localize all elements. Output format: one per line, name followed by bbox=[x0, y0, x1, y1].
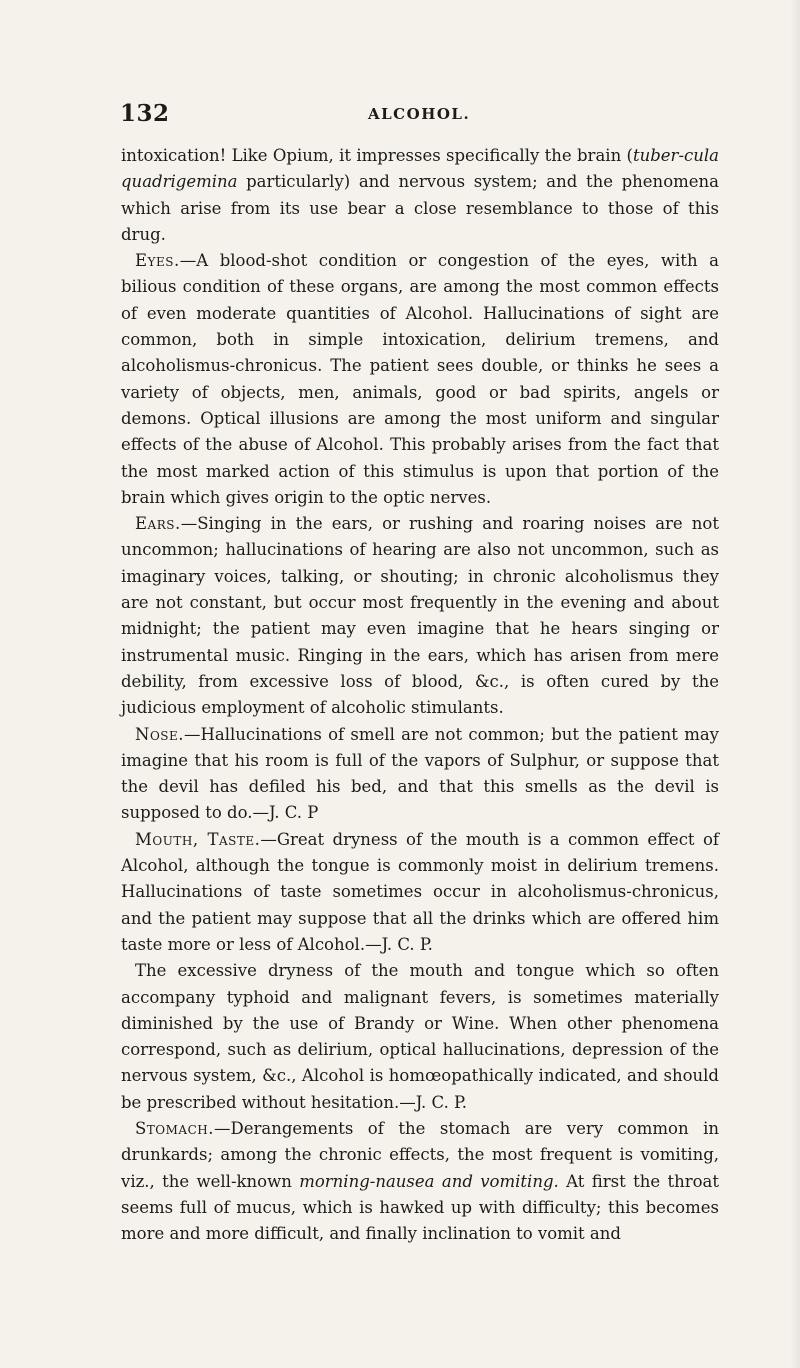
text-run: —Singing in the ears, or rushing and roaring noises are not uncommon; hallucinations of hearing are also not uncommon, such as imaginary voices, talking, or shouting; in chronic alcoholismus they are not constant, but occur most frequently in the evening and about midnight; the patient may even imagine that he hears singing or instrumental music. Ringing in the ears, which has arisen from mere debility, from excessive loss of blood, &c., is often cured by the judicious employment of alcoholic stimulants. bbox=[121, 514, 719, 718]
text-run: particularly) and nervous system; and the phenomena which arise from its use bear a close resemblance to those of this drug. bbox=[121, 172, 719, 244]
section-heading-nose: Nose. bbox=[135, 724, 185, 744]
page-header bbox=[120, 100, 720, 136]
paragraph-dryness bbox=[121, 958, 719, 1116]
italic-term: morning-nausea and vomiting. bbox=[299, 1171, 559, 1191]
page-edge-shadow bbox=[790, 0, 800, 1368]
running-head: ALCOHOL. bbox=[368, 105, 471, 123]
paragraph-ears bbox=[121, 511, 719, 721]
section-heading-ears: Ears. bbox=[135, 514, 181, 534]
paragraph-nose bbox=[121, 722, 719, 827]
section-heading-stomach: Stomach. bbox=[135, 1118, 214, 1138]
paragraph-stomach bbox=[121, 1116, 719, 1247]
paragraph-eyes bbox=[121, 248, 719, 511]
text-run: —Hallucinations of smell are not common; but the patient may imagine that his room is full of the vapors of Sulphur, or suppose that the devil has defiled his bed, and that this smells as the devil is supposed to do.—J. C. P bbox=[121, 724, 719, 823]
italic-term: tuber-cula quadrigemina bbox=[121, 146, 719, 192]
body-text bbox=[121, 143, 719, 1247]
paragraph-mouth-taste bbox=[121, 827, 719, 958]
paragraph-intro bbox=[121, 143, 719, 248]
text-run: —Derangements of the stomach are very common in drunkards; among the chronic effects, the most frequent is vomiting, viz., the well-known bbox=[121, 1118, 719, 1191]
text-run: intoxication! Like Opium, it impresses specifically the brain ( bbox=[121, 146, 633, 165]
section-heading-mouth-taste: Mouth, Taste. bbox=[135, 829, 261, 849]
text-run: —A blood-shot condition or congestion of the eyes, with a bilious condition of these organs, are among the most common effects of even moderate quantities of Alcohol. Hallucinations of sight are common, both in simple intoxication, delirium tremens, and alcoholismus-chronicus. The patient sees double, or thinks he sees a variety of objects, men, animals, good or bad spirits, angels or demons. Optical illusions are among the most uniform and singular effects of the abuse of Alcohol. This probably arises from the fact that the most marked action of this stimulus is upon that portion of the brain which gives origin to the optic nerves. bbox=[121, 251, 719, 507]
section-heading-eyes: Eyes. bbox=[135, 251, 180, 271]
text-run: The excessive dryness of the mouth and tongue which so often accompany typhoid and malignant fevers, is sometimes materially diminished by the use of Brandy or Wine. When other phenomena correspond, such as delirium, optical hallucinations, depression of the nervous system, &c., Alcohol is homœopathically indicated, and should be prescribed without hesitation.—J. C. P. bbox=[121, 961, 719, 1112]
text-run: At first the throat seems full of mucus, which is hawked up with difficulty; this becomes more and more difficult, and finally inclination to vomit and bbox=[121, 1171, 719, 1244]
page-number: 132 bbox=[120, 100, 170, 127]
text-run: —Great dryness of the mouth is a common effect of Alcohol, although the tongue is commonly moist in delirium tremens. Hallucinations of taste sometimes occur in alcoholismus-chronicus, and the patient may suppose that all the drinks which are offered him taste more or less of Alcohol.—J. C. P. bbox=[121, 829, 719, 954]
